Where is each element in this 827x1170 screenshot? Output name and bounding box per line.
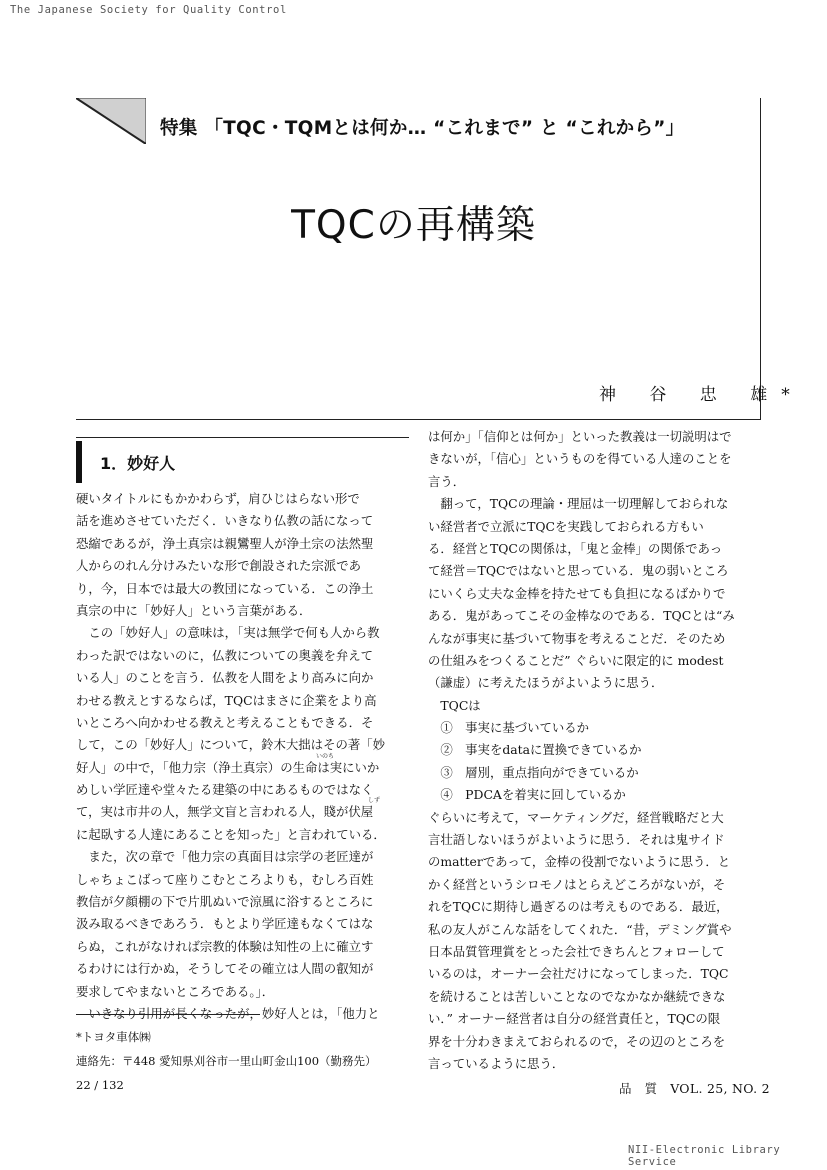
top-watermark: The Japanese Society for Quality Control xyxy=(10,4,287,16)
section-heading: 1．妙好人 xyxy=(100,454,176,473)
footnote-address: 連絡先：〒448 愛知県刈谷市一里山町金山100（勤務先） xyxy=(76,1054,377,1068)
text-line: は何か」「信仰とは何か」といった教義は一切説明はで xyxy=(428,429,732,444)
bottom-watermark: NII-Electronic Library Service xyxy=(628,1144,781,1168)
text-line: 教信が夕顔棚の下で片肌ぬいで涼風に浴するところに xyxy=(76,894,374,910)
text-line: めしい学匠達や堂々たる建築の中にあるものではなく xyxy=(76,782,374,798)
text-line: しゃちょこばって座りこむところよりも，むしろ百姓 xyxy=(76,871,374,887)
list-item: ③ 層別，重点指向ができているか xyxy=(428,764,639,780)
text-line: の仕組みをつくることだ” ぐらいに限定的に modest xyxy=(428,652,724,668)
list-item: ① 事実に基づいているか xyxy=(428,720,590,736)
footnote-rule xyxy=(76,1014,260,1015)
frame-corner-decoration xyxy=(76,98,146,144)
journal-info: 品 質 VOL. 25, NO. 2 xyxy=(619,1081,770,1096)
left-column-text xyxy=(76,488,410,1025)
text-line: り，今，日本では最大の教団になっている．この浄土 xyxy=(76,580,374,596)
text-line: 汲み取るべきであろう．もとより学匠達もなくてはな xyxy=(76,916,374,932)
text-line: ある．鬼があってこその金棒なのである．TQCとは“み xyxy=(428,608,735,624)
text-line: を続けることは苦しいことなのでなかなか継続できな xyxy=(428,988,726,1004)
ruby-annotation: いのち xyxy=(316,752,335,760)
text-line: また，次の章で「他力宗の真面目は宗学の老匠達が xyxy=(76,849,374,865)
text-line: いところへ向かわせる教えと考えることもできる．そ xyxy=(76,714,374,730)
text-line: 言っているように思う． xyxy=(428,1055,565,1071)
special-feature-heading: 特集 「TQC・TQMとは何か… “これまで” と “これから”」 xyxy=(160,118,685,139)
right-column-text xyxy=(428,426,762,1075)
text-line: らぬ，これがなければ宗教的体験は知性の上に確立す xyxy=(76,938,374,954)
text-line: 好人」の中で，「他力宗（浄土真宗）の生命は実にいか xyxy=(76,759,380,775)
page-number: 22 / 132 xyxy=(76,1078,124,1092)
list-item: ② 事実をdataに置換できているか xyxy=(428,742,642,758)
text-line: んなが事実に基づいて物事を考えることだ．そのため xyxy=(428,630,726,646)
text-line: 翻って，TQCの理論・理屈は一切理解しておられな xyxy=(428,496,729,512)
text-line: 言う． xyxy=(428,473,466,489)
text-line: に起臥する人達にあることを知った」と言われている． xyxy=(76,826,386,842)
text-line-with-ruby xyxy=(76,752,410,779)
text-line: い経営者で立派にTQCを実践しておられる方もい xyxy=(428,518,704,534)
text-line: きないが，「信心」というものを得ている人達のことを xyxy=(428,451,732,467)
text-line-with-ruby xyxy=(76,797,410,823)
text-line: る．経営とTQCの関係は，「鬼と金棒」の関係であっ xyxy=(428,540,723,556)
ruby-annotation: しず xyxy=(368,797,381,805)
title-frame xyxy=(76,98,761,420)
text-line: わった訳ではないのに，仏教についての奥義を弁えて xyxy=(76,647,374,663)
text-line: て，実は市井の人，無学文盲と言われる人，賤が伏屋 xyxy=(76,804,374,820)
column-top-rule xyxy=(76,437,409,438)
text-line: 要求してやまないところである。」． xyxy=(76,983,275,999)
text-line: 私の友人がこんな話をしてくれた．“昔，デミング賞や xyxy=(428,921,732,937)
text-line: にいくら丈夫な金棒を持たせても負担になるばかりで xyxy=(428,585,726,601)
text-line: して，この「妙好人」について，鈴木大拙はその著「妙 xyxy=(76,737,386,753)
text-line: かく経営というシロモノはとらえどころがないが，そ xyxy=(428,876,726,892)
text-line: るわけには行かぬ，そうしてその確立は人間の叡知が xyxy=(76,961,374,977)
footnote-affiliation: *トヨタ車体㈱ xyxy=(76,1030,151,1044)
section-marker-bar xyxy=(76,441,82,483)
text-line: のmatterであって，金棒の役割でないように思う．と xyxy=(428,854,731,870)
text-line: いるのは，オーナー会社だけになってしまった．TQC xyxy=(428,966,729,982)
text-line: て経営＝TQCではないと思っている．鬼の弱いところ xyxy=(428,563,729,579)
text-line: 恐縮であるが，浄土真宗は親鸞聖人が浄土宗の法然聖 xyxy=(76,535,374,551)
article-title: TQCの再構築 xyxy=(291,203,536,248)
text-line: （謙虚）に考えたほうがよいように思う． xyxy=(428,675,664,691)
text-line: 硬いタイトルにもかかわらず，肩ひじはらない形で xyxy=(76,491,360,506)
text-line: いきなり引用が長くなったが，妙好人とは，「他力と xyxy=(76,1005,380,1021)
text-line: いる人」のことを言う．仏教を人間をより高みに向か xyxy=(76,670,374,686)
list-item: ④ PDCAを着実に回しているか xyxy=(428,787,626,803)
text-line: 言壮語しないほうがよいように思う．それは鬼サイド xyxy=(428,832,725,848)
text-line: TQCは xyxy=(428,697,481,713)
text-line: 界を十分わきまえておられるので，その辺のところを xyxy=(428,1033,726,1049)
text-line: 真宗の中に「妙好人」という言葉がある． xyxy=(76,602,312,618)
text-line: 話を進めさせていただく．いきなり仏教の話になって xyxy=(76,513,374,529)
text-line: 日本品質管理賞をとった会社できちんとフォローして xyxy=(428,943,725,959)
text-line: この「妙好人」の意味は，「実は無学で何も人から教 xyxy=(76,625,380,641)
author-name: 神 谷 忠 雄* xyxy=(599,385,804,405)
text-line: わせる教えとするならば，TQCはまさに企業をより高 xyxy=(76,692,377,708)
text-line: ぐらいに考えて，マーケティングだ，経営戦略だと大 xyxy=(428,809,724,825)
text-line: い．” オーナー経営者は自分の経営責任と，TQCの限 xyxy=(428,1011,721,1027)
text-line: れをTQCに期待し過ぎるのは考えものである．最近， xyxy=(428,899,729,915)
text-line: 人からのれん分けみたいな形で創設された宗派であ xyxy=(76,558,361,574)
